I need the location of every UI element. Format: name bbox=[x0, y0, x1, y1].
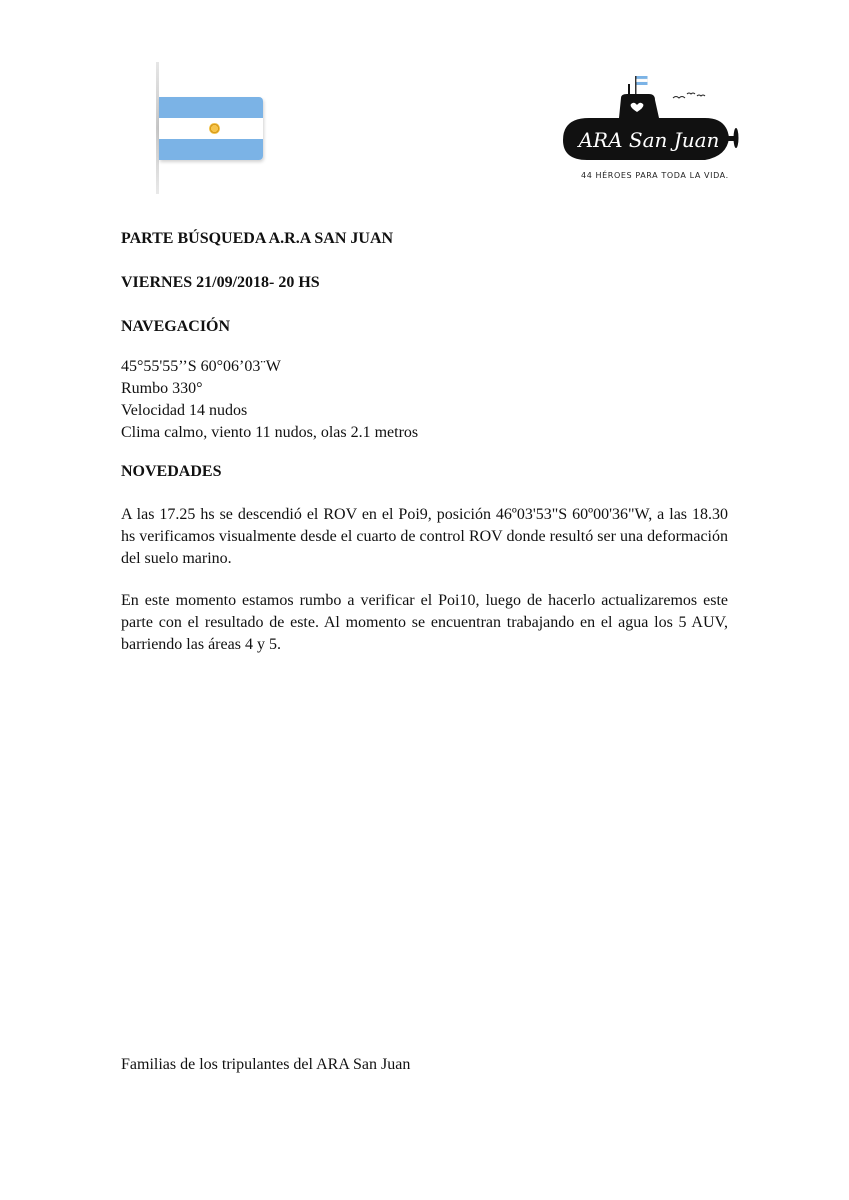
flag-cloth bbox=[159, 97, 263, 160]
navigation-details bbox=[121, 356, 418, 444]
news-heading: NOVEDADES bbox=[121, 463, 222, 480]
news-paragraph: En este momento estamos rumbo a verificar el Poi10, luego de hacerlo actualizaremos este parte con el resultado de este. Al momento se encuentran trabajando en el agua los 5 AUV, barriendo las áreas 4 y 5. bbox=[121, 592, 728, 653]
argentina-flag-icon bbox=[150, 62, 270, 197]
logo-text: ARA San Juan bbox=[578, 128, 720, 152]
signature: Familias de los tripulantes del ARA San Juan bbox=[121, 1056, 411, 1073]
document-title: PARTE BÚSQUEDA A.R.A SAN JUAN bbox=[121, 230, 394, 247]
news-paragraph: A las 17.25 hs se descendió el ROV en el Poi9, posición 46º03'53"S 60º00'36"W, a las 18.30 hs verificamos visualmente desde el cuarto de control ROV donde resultó ser una deformación del suelo marino. bbox=[121, 506, 728, 567]
navigation-line: 45°55'55’’S 60°06’03¨W bbox=[121, 358, 281, 375]
logo-caption: 44 HÉROES PARA TODA LA VIDA. bbox=[581, 171, 729, 180]
navigation-heading: NAVEGACIÓN bbox=[121, 318, 231, 335]
submarine-icon bbox=[555, 72, 745, 172]
sun-of-may-icon bbox=[209, 123, 220, 134]
date-line: VIERNES 21/09/2018- 20 HS bbox=[121, 274, 320, 291]
ara-san-juan-logo bbox=[555, 72, 745, 187]
navigation-line: Velocidad 14 nudos bbox=[121, 402, 248, 419]
navigation-line: Rumbo 330° bbox=[121, 380, 203, 397]
navigation-line: Clima calmo, viento 11 nudos, olas 2.1 metros bbox=[121, 424, 419, 441]
